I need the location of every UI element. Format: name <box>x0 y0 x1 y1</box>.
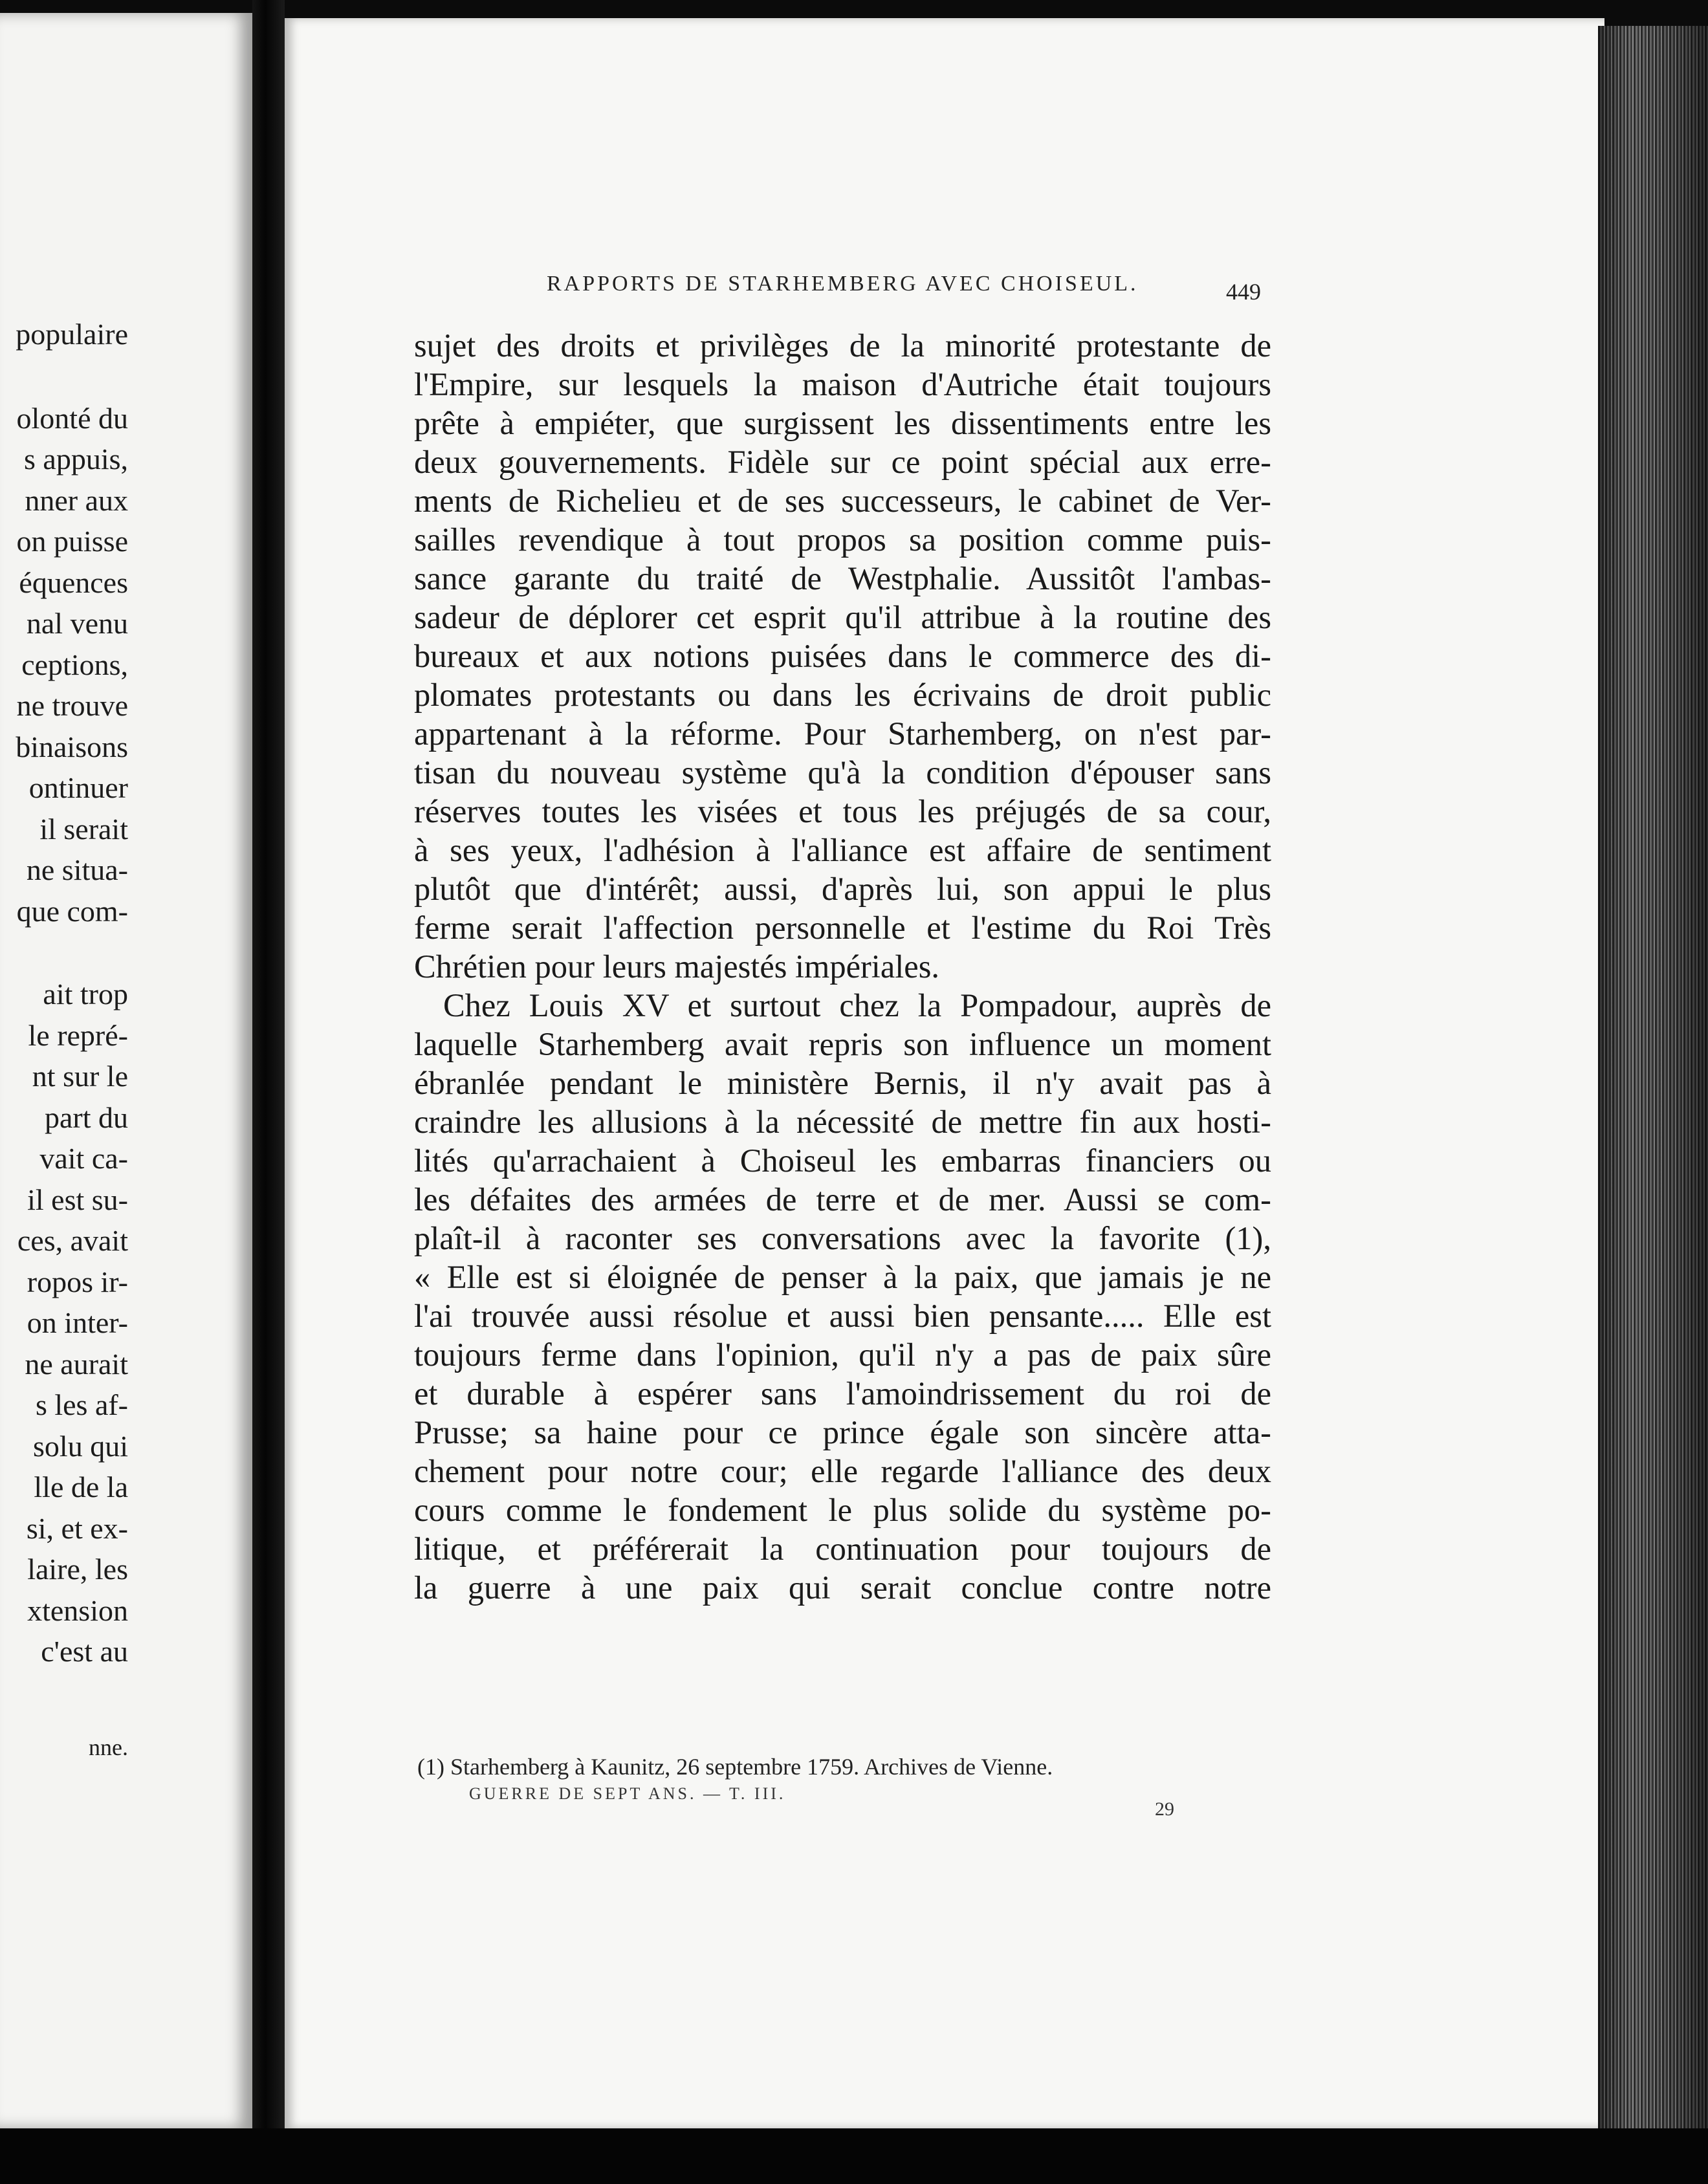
left-facing-page <box>0 13 252 2128</box>
left-page-line: nt sur le <box>32 1060 128 1093</box>
body-line: tisan du nouveau système qu'à la condition d'épouser sans <box>414 754 1271 791</box>
left-page-line: on puisse <box>16 525 128 558</box>
body-line: cours comme le fondement le plus solide du système po- <box>414 1492 1271 1528</box>
body-line: les défaites des armées de terre et de mer. Aussi se com- <box>414 1181 1271 1218</box>
body-line: toujours ferme dans l'opinion, qu'il n'y a pas de paix sûre <box>414 1337 1271 1373</box>
left-page-line: populaire <box>16 318 128 351</box>
body-line: Chez Louis XV et surtout chez la Pompadour, auprès de <box>443 987 1271 1023</box>
body-line: ferme serait l'affection personnelle et l'estime du Roi Très <box>414 910 1271 946</box>
book-gutter <box>252 0 285 2184</box>
body-line: « Elle est si éloignée de penser à la paix, que jamais je ne <box>414 1259 1271 1295</box>
body-line: deux gouvernements. Fidèle sur ce point spécial aux erre- <box>414 444 1271 480</box>
left-page-line: s les af- <box>35 1388 128 1421</box>
body-line: prête à empiéter, que surgissent les dissentiments entre les <box>414 405 1271 441</box>
left-page-line: ropos ir- <box>27 1265 128 1298</box>
footnote: (1) Starhemberg à Kaunitz, 26 septembre 1759. Archives de Vienne. <box>417 1754 1053 1780</box>
left-page-footnote-fragment: nne. <box>89 1734 128 1760</box>
left-page-line: ne trouve <box>16 689 128 722</box>
left-page-line: ontinuer <box>28 771 128 804</box>
body-line: réserves toutes les visées et tous les préjugés de sa cour, <box>414 793 1271 829</box>
left-page-line: le repré- <box>28 1019 128 1052</box>
body-line: sujet des droits et privilèges de la minorité protestante de <box>414 327 1271 364</box>
signature-number: 29 <box>1155 1798 1174 1820</box>
left-page-line: il est su- <box>27 1183 128 1216</box>
left-page-line: lle de la <box>34 1470 128 1503</box>
left-page-line: que com- <box>16 895 128 928</box>
body-line: sadeur de déplorer cet esprit qu'il attribue à la routine des <box>414 599 1271 635</box>
body-line: sailles revendique à tout propos sa position comme puis- <box>414 521 1271 558</box>
body-line: ments de Richelieu et de ses successeurs, le cabinet de Ver- <box>414 483 1271 519</box>
left-page-line: équences <box>19 566 128 599</box>
body-line: plomates protestants ou dans les écrivains de droit public <box>414 677 1271 713</box>
body-line: chement pour notre cour; elle regarde l'alliance des deux <box>414 1453 1271 1489</box>
left-page-line: s appuis, <box>24 442 128 475</box>
left-page-line: c'est au <box>41 1635 128 1668</box>
body-line: et durable à espérer sans l'amoindrissement du roi de <box>414 1375 1271 1412</box>
left-page-line: laire, les <box>27 1553 128 1586</box>
left-page-line: si, et ex- <box>26 1512 128 1545</box>
left-page-line: ces, avait <box>17 1224 128 1257</box>
left-page-line: binaisons <box>16 730 128 763</box>
body-line: la guerre à une paix qui serait conclue contre notre <box>414 1569 1271 1606</box>
body-line: l'Empire, sur lesquels la maison d'Autriche était toujours <box>414 366 1271 402</box>
body-line: Prusse; sa haine pour ce prince égale son sincère atta- <box>414 1414 1271 1450</box>
body-line: plaît-il à raconter ses conversations avec la favorite (1), <box>414 1220 1271 1256</box>
body-line: litique, et préférerait la continuation pour toujours de <box>414 1531 1271 1567</box>
bottom-shadow <box>0 2128 1708 2184</box>
left-page-line: olonté du <box>16 402 128 435</box>
body-line: laquelle Starhemberg avait repris son influence un moment <box>414 1026 1271 1062</box>
body-line: sance garante du traité de Westphalie. Aussitôt l'ambas- <box>414 560 1271 596</box>
left-page-line: part du <box>44 1101 128 1134</box>
left-page-line: il serait <box>39 813 128 846</box>
left-page-line: ne situa- <box>26 853 128 886</box>
left-page-line: vait ca- <box>39 1142 128 1175</box>
left-page-line: ne aurait <box>25 1348 128 1381</box>
left-page-line: on inter- <box>27 1306 128 1339</box>
left-page-line: ait trop <box>43 977 128 1010</box>
left-page-line: xtension <box>27 1594 128 1627</box>
body-line: lités qu'arrachaient à Choiseul les embarras financiers ou <box>414 1142 1271 1179</box>
body-line: à ses yeux, l'adhésion à l'alliance est affaire de sentiment <box>414 832 1271 868</box>
body-line: Chrétien pour leurs majestés impériales. <box>414 948 939 985</box>
left-page-line: solu qui <box>33 1430 128 1463</box>
body-line: l'ai trouvée aussi résolue et aussi bien pensante..... Elle est <box>414 1298 1271 1334</box>
left-page-line: ceptions, <box>21 648 128 681</box>
body-line: appartenant à la réforme. Pour Starhemberg, on n'est par- <box>414 715 1271 752</box>
running-head: RAPPORTS DE STARHEMBERG AVEC CHOISEUL. <box>547 272 1139 296</box>
left-page-line: nal venu <box>26 607 128 640</box>
body-line: plutôt que d'intérêt; aussi, d'après lui, son appui le plus <box>414 871 1271 907</box>
signature-mark: GUERRE DE SEPT ANS. — T. III. <box>469 1784 786 1803</box>
body-line: craindre les allusions à la nécessité de mettre fin aux hosti- <box>414 1104 1271 1140</box>
page-edges <box>1598 26 1708 2128</box>
body-line: ébranlée pendant le ministère Bernis, il n'y avait pas à <box>414 1065 1271 1101</box>
page-number: 449 <box>1226 279 1261 305</box>
body-line: bureaux et aux notions puisées dans le commerce des di- <box>414 638 1271 674</box>
left-page-line: nner aux <box>25 484 128 517</box>
